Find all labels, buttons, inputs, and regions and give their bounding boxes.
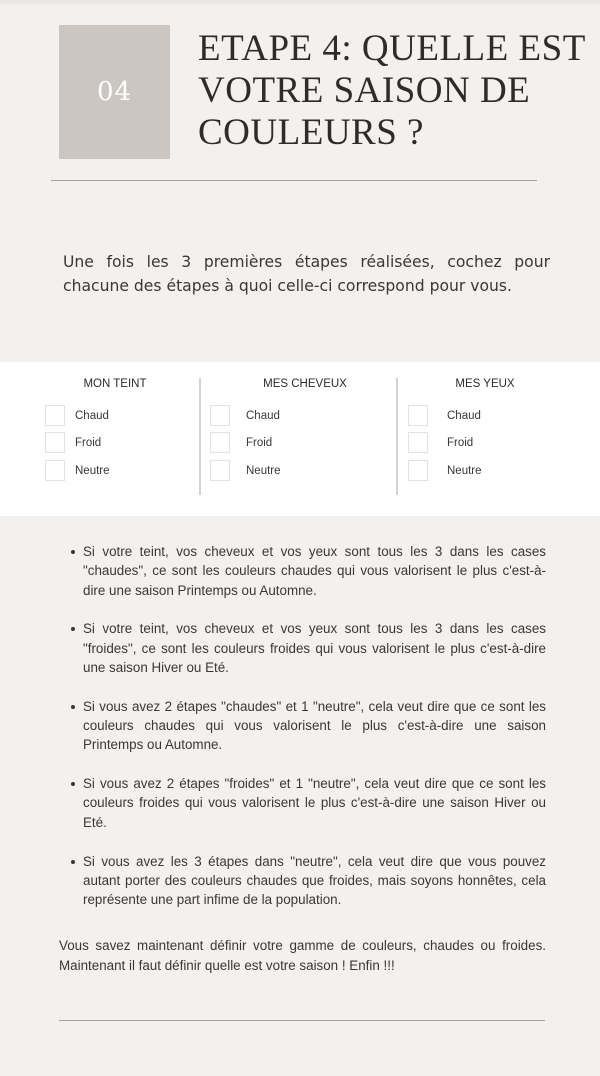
option-label: Froid — [246, 436, 273, 449]
checkbox[interactable] — [408, 460, 428, 481]
title-line: VOTRE SAISON DE — [198, 70, 531, 111]
list-item-text: Si vous avez 2 étapes "froides" et 1 "neutre", cela veut dire que ce sont les couleurs froides qui vous valorisent le plus c'est-à-dire une saison Hiver ou Eté. — [83, 776, 546, 830]
title-line: ETAPE 4: QUELLE EST — [198, 28, 586, 69]
step-number-box — [59, 25, 170, 159]
checkbox[interactable] — [45, 405, 65, 426]
column-title-yeux: MES YEUX — [455, 378, 515, 390]
list-item — [83, 542, 546, 600]
option-label: Froid — [447, 436, 474, 449]
checkbox[interactable] — [45, 460, 65, 481]
checkbox[interactable] — [408, 432, 428, 453]
list-item-text: Si votre teint, vos cheveux et vos yeux sont tous les 3 dans les cases "froides", ce sont les couleurs froides qui vous valorisent le plus c'est-à-dire une saison Hiver ou Eté. — [83, 621, 546, 675]
title-line: COULEURS ? — [198, 112, 424, 153]
option-yeux-froid[interactable] — [408, 432, 473, 453]
list-item-text: Si votre teint, vos cheveux et vos yeux sont tous les 3 dans les cases "chaudes", ce sont les couleurs chaudes qui vous valorisent le plus c'est-à-dire une saison Printemps ou Automne. — [83, 544, 546, 598]
checkbox[interactable] — [210, 405, 230, 426]
list-item — [83, 697, 546, 755]
bullet-icon — [71, 550, 75, 554]
list-item-text: Si vous avez les 3 étapes dans "neutre", cela veut dire que vous pouvez autant porter des couleurs chaudes que froides, mais soyons honnêtes, cela représente une part infime de la population. — [83, 853, 546, 908]
bullet-icon — [71, 705, 75, 709]
option-label: Chaud — [246, 409, 280, 422]
option-teint-neutre[interactable] — [45, 460, 110, 481]
list-item — [83, 774, 546, 832]
bullet-icon — [71, 782, 75, 786]
option-yeux-neutre[interactable] — [408, 460, 482, 481]
page-title — [198, 28, 586, 154]
list-item — [83, 852, 546, 910]
option-label: Chaud — [75, 409, 109, 422]
option-cheveux-chaud[interactable] — [210, 405, 280, 426]
checkbox[interactable] — [408, 405, 428, 426]
top-strip — [0, 0, 600, 4]
column-title-cheveux: MES CHEVEUX — [263, 378, 347, 390]
column-title-teint: MON TEINT — [83, 378, 147, 390]
list-item-text: Si vous avez 2 étapes "chaudes" et 1 "neutre", cela veut dire que ce sont les couleurs chaudes qui vous valorisent le plus c'est-à-dire une saison Printemps ou Automne. — [83, 698, 546, 753]
checkbox[interactable] — [45, 432, 65, 453]
bullet-icon — [71, 860, 75, 864]
option-label: Neutre — [246, 464, 281, 477]
option-teint-froid[interactable] — [45, 432, 101, 453]
checkbox[interactable] — [210, 432, 230, 453]
step-number: 04 — [96, 77, 133, 107]
option-label: Chaud — [447, 409, 481, 422]
option-cheveux-froid[interactable] — [210, 432, 272, 453]
option-yeux-chaud[interactable] — [408, 405, 481, 426]
option-teint-chaud[interactable] — [45, 405, 109, 426]
bullet-icon — [71, 627, 75, 631]
divider-top — [51, 180, 537, 181]
checklist-panel — [0, 362, 600, 516]
option-label: Froid — [75, 436, 102, 449]
list-item — [83, 619, 546, 677]
rules-list — [83, 542, 546, 929]
option-cheveux-neutre[interactable] — [210, 460, 281, 481]
checkbox[interactable] — [210, 460, 230, 481]
intro-paragraph: Une fois les 3 premières étapes réalisées, cochez pour chacune des étapes à quoi celle-ci correspond pour vous. — [63, 253, 550, 295]
divider-bottom — [59, 1020, 545, 1021]
option-label: Neutre — [447, 464, 482, 477]
conclusion-paragraph: Vous savez maintenant définir votre gamme de couleurs, chaudes ou froides. Maintenant il faut définir quelle est votre saison ! Enfin !!! — [59, 938, 546, 973]
column-separator — [199, 378, 201, 495]
option-label: Neutre — [75, 464, 110, 477]
column-separator — [396, 378, 398, 495]
